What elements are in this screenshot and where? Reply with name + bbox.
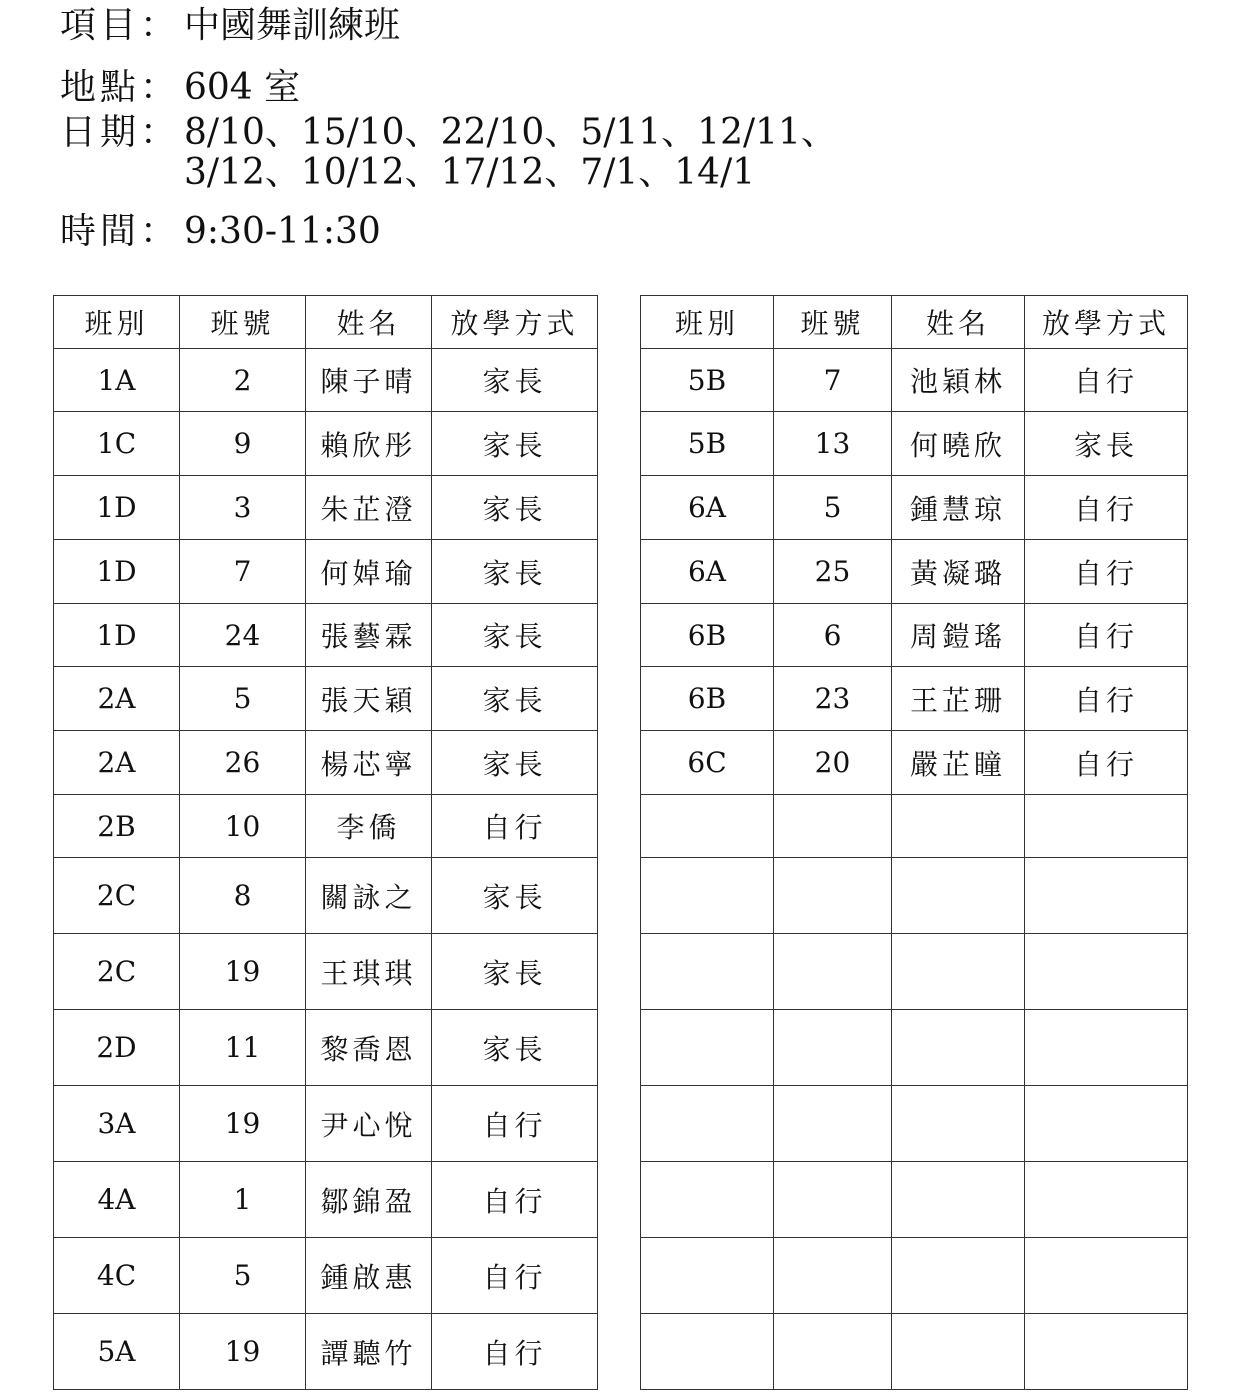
name-cell <box>892 1010 1025 1086</box>
roster-table-left <box>53 295 598 1390</box>
number-cell: 8 <box>180 858 306 934</box>
name-cell <box>892 1314 1025 1390</box>
method-cell: 自行 <box>1025 731 1188 795</box>
table-row <box>54 1314 598 1390</box>
class-cell <box>641 1238 774 1314</box>
table-row <box>54 667 598 731</box>
project-label: 項目： <box>60 5 181 46</box>
method-cell: 自行 <box>432 1314 598 1390</box>
number-cell <box>774 1086 892 1162</box>
location-line <box>60 68 300 108</box>
method-cell <box>1025 795 1188 858</box>
class-cell: 1A <box>54 349 180 412</box>
method-cell: 家長 <box>432 667 598 731</box>
class-cell: 5A <box>54 1314 180 1390</box>
table-row <box>641 604 1188 667</box>
class-cell: 2D <box>54 1010 180 1086</box>
name-cell <box>892 1086 1025 1162</box>
method-cell <box>1025 1010 1188 1086</box>
name-cell: 鄒錦盈 <box>306 1162 432 1238</box>
name-cell <box>892 1238 1025 1314</box>
table-row <box>641 667 1188 731</box>
method-cell: 自行 <box>1025 667 1188 731</box>
name-cell: 賴欣彤 <box>306 412 432 476</box>
table-row <box>54 795 598 858</box>
number-cell: 11 <box>180 1010 306 1086</box>
number-cell: 19 <box>180 934 306 1010</box>
name-cell: 陳子晴 <box>306 349 432 412</box>
table-row <box>54 858 598 934</box>
table-row <box>641 1314 1188 1390</box>
name-cell: 鍾慧琼 <box>892 476 1025 540</box>
class-cell: 1D <box>54 604 180 667</box>
name-cell <box>892 795 1025 858</box>
name-cell: 王琪琪 <box>306 934 432 1010</box>
table-row <box>54 731 598 795</box>
name-cell: 何婥瑜 <box>306 540 432 604</box>
location-label: 地點： <box>60 67 181 108</box>
number-cell: 1 <box>180 1162 306 1238</box>
number-cell <box>774 1314 892 1390</box>
method-cell: 自行 <box>432 1162 598 1238</box>
table-row <box>641 476 1188 540</box>
dates-line <box>60 113 837 153</box>
number-cell <box>774 1238 892 1314</box>
method-cell: 家長 <box>432 731 598 795</box>
number-cell <box>774 795 892 858</box>
name-cell: 鍾啟惠 <box>306 1238 432 1314</box>
method-cell: 家長 <box>432 476 598 540</box>
name-cell: 黃凝璐 <box>892 540 1025 604</box>
class-cell: 2B <box>54 795 180 858</box>
name-cell: 朱芷澄 <box>306 476 432 540</box>
method-cell: 自行 <box>432 1086 598 1162</box>
roster-table-right <box>640 295 1188 1390</box>
class-cell <box>641 1086 774 1162</box>
name-cell: 李僑 <box>306 795 432 858</box>
header-class: 班別 <box>641 296 774 349</box>
method-cell: 家長 <box>432 858 598 934</box>
table-row <box>54 1238 598 1314</box>
method-cell: 自行 <box>1025 604 1188 667</box>
table-row <box>641 858 1188 934</box>
number-cell: 9 <box>180 412 306 476</box>
dates-value-line1: 8/10、15/10、22/10、5/11、12/11、 <box>184 112 837 153</box>
name-cell <box>892 1162 1025 1238</box>
class-cell: 2C <box>54 934 180 1010</box>
name-cell: 張藝霖 <box>306 604 432 667</box>
number-cell: 5 <box>180 1238 306 1314</box>
class-cell: 4C <box>54 1238 180 1314</box>
header-row <box>54 296 598 349</box>
location-value: 604 室 <box>184 67 301 108</box>
class-cell <box>641 795 774 858</box>
number-cell <box>774 858 892 934</box>
table-row <box>54 1162 598 1238</box>
name-cell: 王芷珊 <box>892 667 1025 731</box>
number-cell: 20 <box>774 731 892 795</box>
class-cell <box>641 1010 774 1086</box>
class-cell: 1D <box>54 540 180 604</box>
class-cell: 1C <box>54 412 180 476</box>
class-cell: 5B <box>641 349 774 412</box>
header-class: 班別 <box>54 296 180 349</box>
time-label: 時間： <box>60 211 181 252</box>
name-cell: 譚聽竹 <box>306 1314 432 1390</box>
time-value: 9:30-11:30 <box>184 211 381 252</box>
header-row <box>641 296 1188 349</box>
table-row <box>641 1086 1188 1162</box>
number-cell: 2 <box>180 349 306 412</box>
table-row <box>641 1010 1188 1086</box>
class-cell: 5B <box>641 412 774 476</box>
dates-value-line2: 3/12、10/12、17/12、7/1、14/1 <box>184 152 756 193</box>
method-cell <box>1025 1238 1188 1314</box>
class-cell: 2C <box>54 858 180 934</box>
project-value: 中國舞訓練班 <box>184 5 401 46</box>
name-cell: 何曉欣 <box>892 412 1025 476</box>
class-cell: 6C <box>641 731 774 795</box>
table-row <box>641 540 1188 604</box>
method-cell: 家長 <box>432 934 598 1010</box>
class-cell: 6B <box>641 667 774 731</box>
table-row <box>54 1010 598 1086</box>
method-cell <box>1025 1314 1188 1390</box>
class-cell: 1D <box>54 476 180 540</box>
table-row <box>641 731 1188 795</box>
number-cell: 10 <box>180 795 306 858</box>
name-cell: 黎喬恩 <box>306 1010 432 1086</box>
number-cell: 3 <box>180 476 306 540</box>
table-row <box>54 476 598 540</box>
number-cell: 19 <box>180 1086 306 1162</box>
name-cell: 張天穎 <box>306 667 432 731</box>
header-name: 姓名 <box>892 296 1025 349</box>
method-cell: 自行 <box>432 1238 598 1314</box>
class-cell: 2A <box>54 667 180 731</box>
method-cell <box>1025 1162 1188 1238</box>
class-cell <box>641 1162 774 1238</box>
number-cell: 23 <box>774 667 892 731</box>
name-cell: 嚴芷瞳 <box>892 731 1025 795</box>
table-row <box>54 1086 598 1162</box>
method-cell: 自行 <box>1025 349 1188 412</box>
class-cell: 6A <box>641 476 774 540</box>
class-cell: 4A <box>54 1162 180 1238</box>
table-row <box>54 934 598 1010</box>
class-cell: 3A <box>54 1086 180 1162</box>
number-cell: 26 <box>180 731 306 795</box>
table-row <box>54 604 598 667</box>
method-cell <box>1025 1086 1188 1162</box>
method-cell <box>1025 858 1188 934</box>
table-row <box>641 412 1188 476</box>
header-method: 放學方式 <box>1025 296 1188 349</box>
method-cell: 家長 <box>432 540 598 604</box>
name-cell: 關詠之 <box>306 858 432 934</box>
name-cell: 尹心悅 <box>306 1086 432 1162</box>
method-cell: 家長 <box>432 604 598 667</box>
class-cell: 6B <box>641 604 774 667</box>
method-cell: 家長 <box>1025 412 1188 476</box>
number-cell: 7 <box>180 540 306 604</box>
table-row <box>641 1162 1188 1238</box>
name-cell: 池穎林 <box>892 349 1025 412</box>
header-name: 姓名 <box>306 296 432 349</box>
method-cell: 家長 <box>432 349 598 412</box>
name-cell: 楊芯寧 <box>306 731 432 795</box>
table-row <box>641 795 1188 858</box>
method-cell: 家長 <box>432 412 598 476</box>
method-cell: 自行 <box>432 795 598 858</box>
method-cell: 自行 <box>1025 476 1188 540</box>
number-cell: 13 <box>774 412 892 476</box>
number-cell: 7 <box>774 349 892 412</box>
number-cell: 25 <box>774 540 892 604</box>
number-cell: 6 <box>774 604 892 667</box>
class-cell: 6A <box>641 540 774 604</box>
table-row <box>641 934 1188 1010</box>
class-cell <box>641 934 774 1010</box>
table-row <box>54 349 598 412</box>
number-cell <box>774 1162 892 1238</box>
table-row <box>54 540 598 604</box>
table-row <box>54 412 598 476</box>
project-line <box>60 6 400 46</box>
dates-label: 日期： <box>60 112 181 153</box>
number-cell <box>774 934 892 1010</box>
name-cell <box>892 934 1025 1010</box>
number-cell: 24 <box>180 604 306 667</box>
header-method: 放學方式 <box>432 296 598 349</box>
number-cell: 5 <box>774 476 892 540</box>
table-row <box>641 1238 1188 1314</box>
number-cell <box>774 1010 892 1086</box>
time-line <box>60 212 381 252</box>
method-cell: 自行 <box>1025 540 1188 604</box>
number-cell: 19 <box>180 1314 306 1390</box>
method-cell: 家長 <box>432 1010 598 1086</box>
class-cell: 2A <box>54 731 180 795</box>
number-cell: 5 <box>180 667 306 731</box>
header-number: 班號 <box>774 296 892 349</box>
header-number: 班號 <box>180 296 306 349</box>
class-cell <box>641 1314 774 1390</box>
method-cell <box>1025 934 1188 1010</box>
name-cell <box>892 858 1025 934</box>
class-cell <box>641 858 774 934</box>
name-cell: 周鎧瑤 <box>892 604 1025 667</box>
table-row <box>641 349 1188 412</box>
